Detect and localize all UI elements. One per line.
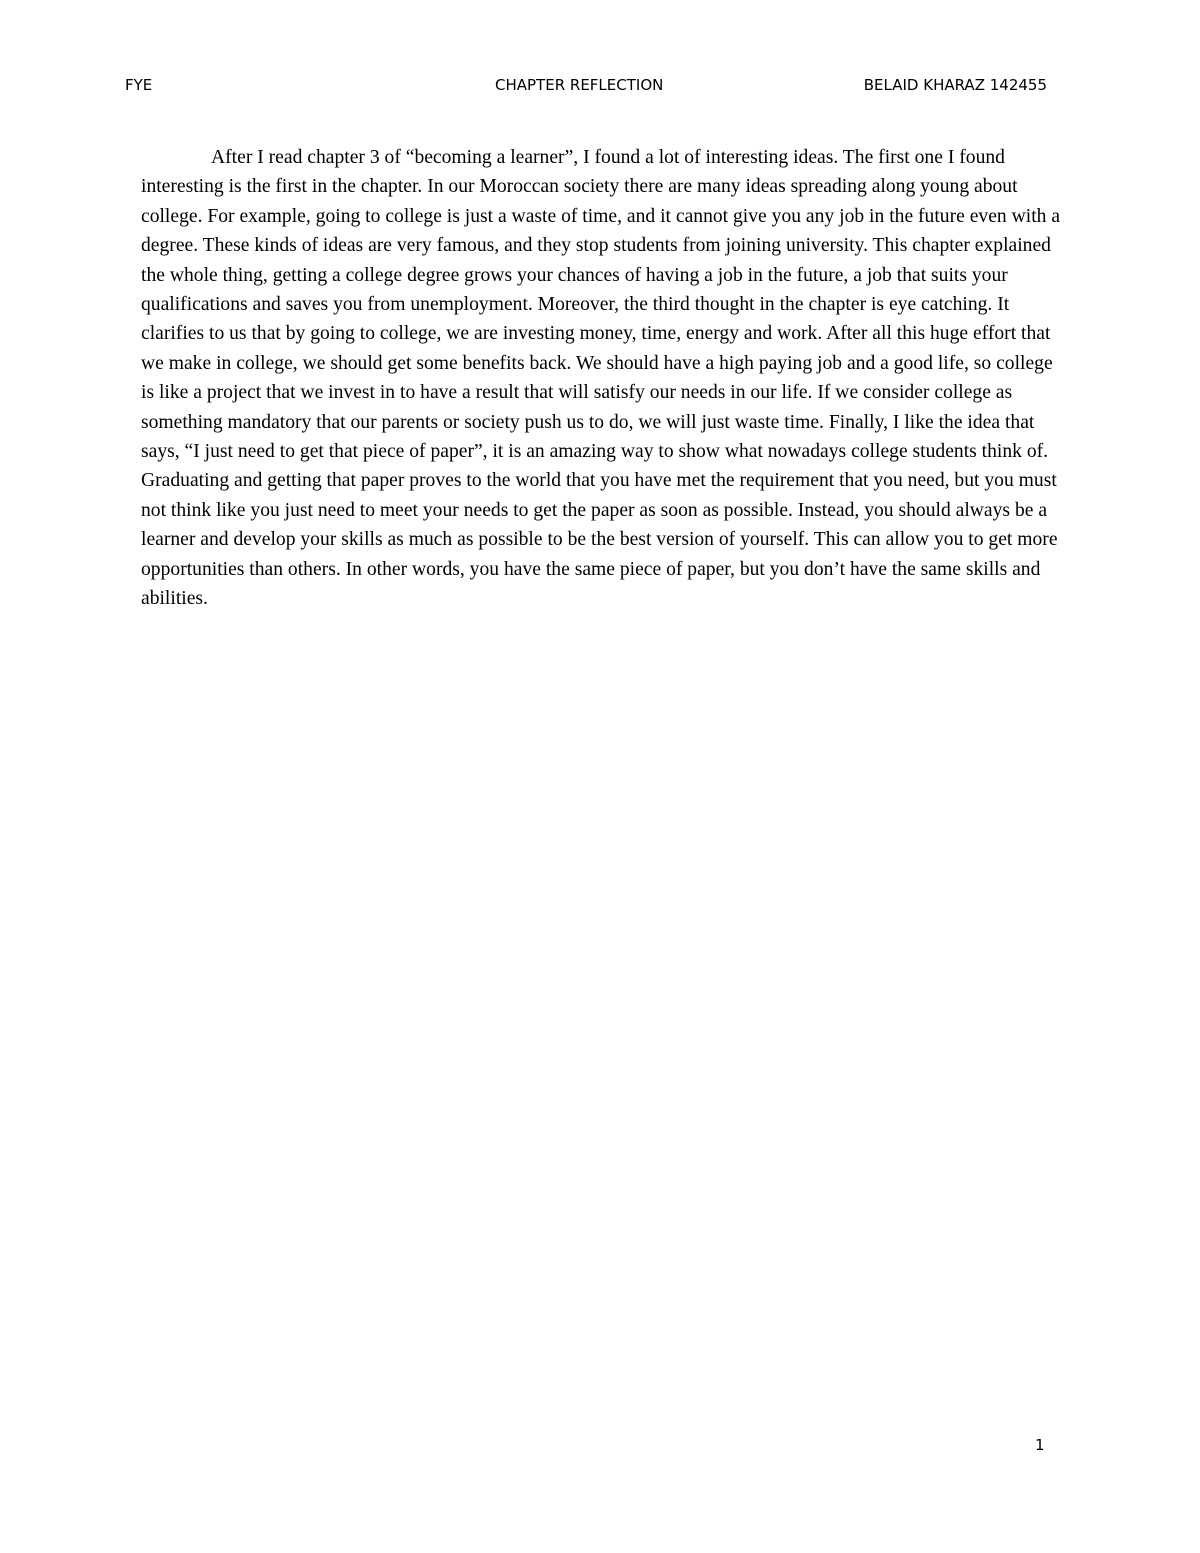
body-paragraph: After I read chapter 3 of “becoming a learner”, I found a lot of interesting ideas. The first one I found interesting is the first in the chapter. In our Moroccan society there are many ideas spreading along young about college. For example, going to college is just a waste of time, and it cannot give you any job in the future even with a degree. These kinds of ideas are very famous, and they stop students from joining university. This chapter explained the whole thing, getting a college degree grows your chances of having a job in the future, a job that suits your qualifications and saves you from unemployment. Moreover, the third thought in the chapter is eye catching. It clarifies to us that by going to college, we are investing money, time, energy and work. After all this huge effort that we make in college, we should get some benefits back. We should have a high paying job and a good life, so college is like a project that we invest in to have a result that will satisfy our needs in our life. If we consider college as something mandatory that our parents or society push us to do, we will just waste time. Finally, I like the idea that says, “I just need to get that piece of paper”, it is an amazing way to show what nowadays college students think of. Graduating and getting that paper proves to the world that you have met the requirement that you need, but you must not think like you just need to meet your needs to get the paper as soon as possible. Instead, you should always be a learner and develop your skills as much as possible to be the best version of yourself. This can allow you to get more opportunities than others. In other words, you have the same piece of paper, but you don’t have the same skills and abilities.	[141, 147, 1061, 610]
page-number: 1	[1035, 1436, 1045, 1454]
header-title: CHAPTER REFLECTION	[495, 76, 664, 94]
header-author: BELAID KHARAZ 142455	[863, 76, 1047, 94]
header-course: FYE	[125, 76, 153, 94]
page-header	[125, 76, 1047, 98]
